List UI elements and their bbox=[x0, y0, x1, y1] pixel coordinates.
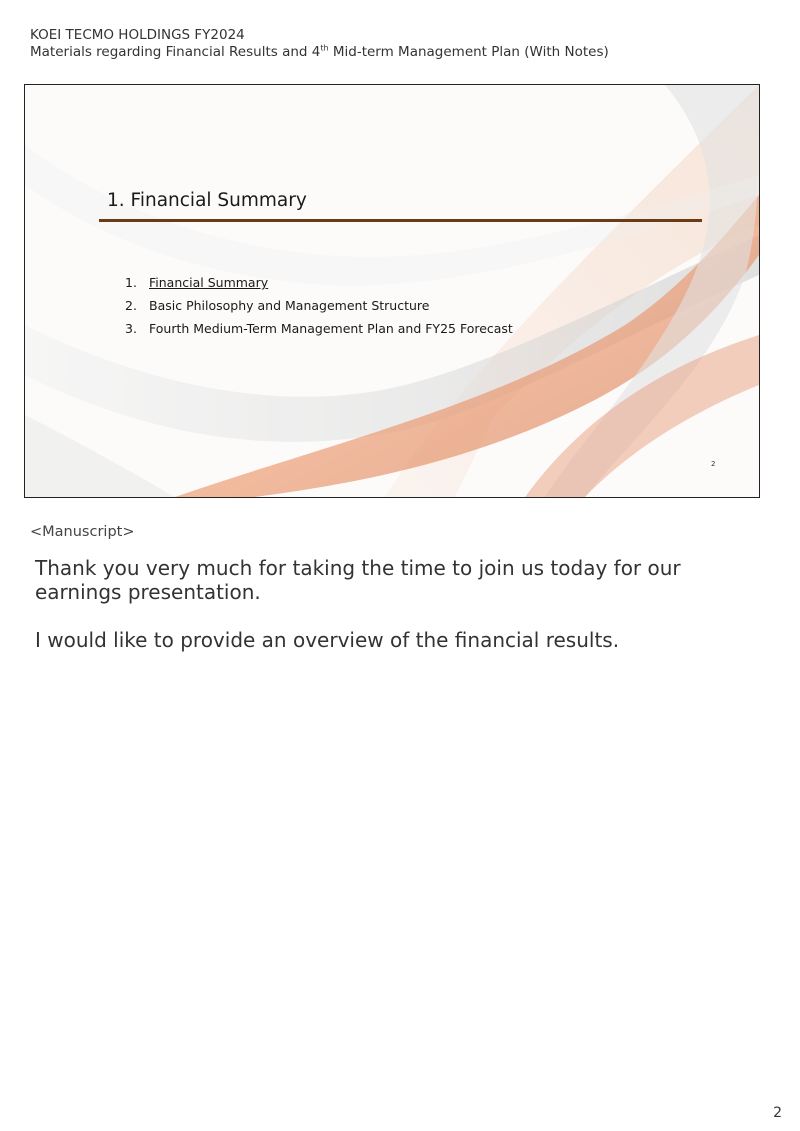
agenda-item-label: Financial Summary bbox=[149, 275, 269, 290]
agenda-item[interactable] bbox=[125, 294, 513, 317]
agenda-list bbox=[125, 271, 513, 340]
slide-page-number: 2 bbox=[711, 460, 716, 468]
agenda-number: 2. bbox=[125, 298, 137, 313]
agenda-item[interactable] bbox=[125, 271, 513, 294]
slide-title: 1. Financial Summary bbox=[107, 190, 307, 211]
page-number: 2 bbox=[773, 1105, 782, 1121]
manuscript-body bbox=[35, 556, 755, 676]
agenda-item-label: Basic Philosophy and Management Structure bbox=[149, 298, 430, 313]
document-header bbox=[30, 27, 609, 61]
subtitle-text: Materials regarding Financial Results and 4 bbox=[30, 44, 321, 60]
agenda-item-label: Fourth Medium-Term Management Plan and FY25 Forecast bbox=[149, 321, 513, 336]
manuscript-paragraph: I would like to provide an overview of the financial results. bbox=[35, 628, 620, 652]
subtitle-text-end: Mid-term Management Plan (With Notes) bbox=[328, 44, 609, 60]
slide-title-underline bbox=[99, 219, 702, 222]
agenda-item[interactable] bbox=[125, 317, 513, 340]
company-title: KOEI TECMO HOLDINGS FY2024 bbox=[30, 27, 245, 43]
manuscript-label: <Manuscript> bbox=[30, 524, 135, 540]
manuscript-paragraph: Thank you very much for taking the time to join us today for our earnings presentation. bbox=[35, 556, 681, 604]
document-subtitle bbox=[30, 44, 609, 61]
agenda-number: 3. bbox=[125, 321, 137, 336]
subtitle-superscript: th bbox=[320, 43, 329, 53]
slide-frame bbox=[24, 84, 760, 498]
agenda-number: 1. bbox=[125, 275, 137, 290]
